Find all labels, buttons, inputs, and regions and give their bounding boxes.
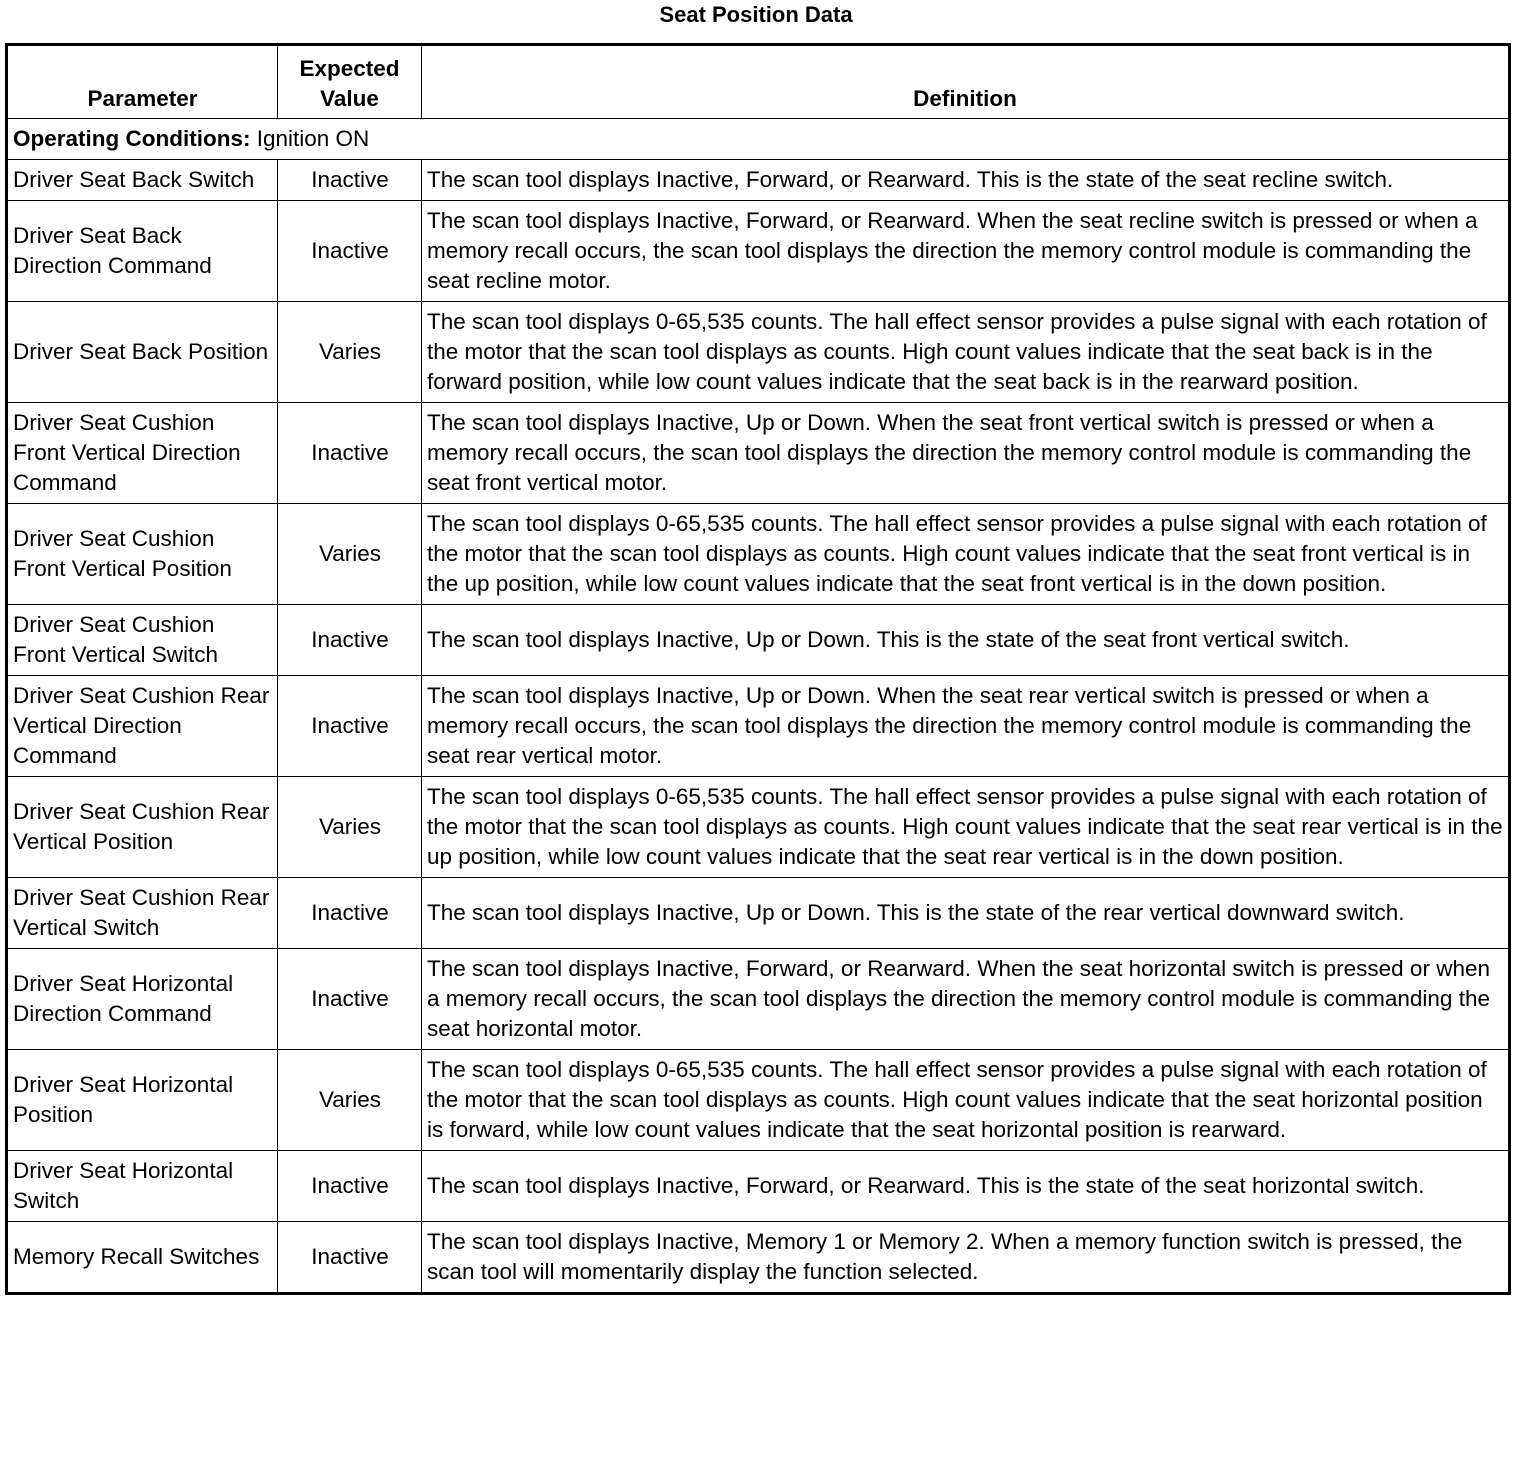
parameter-cell: Driver Seat Cushion Rear Vertical Direction Command [7,676,278,777]
expected-value-cell: Inactive [278,878,422,949]
page-title: Seat Position Data [659,2,853,27]
parameter-cell: Driver Seat Back Direction Command [7,201,278,302]
parameter-cell: Driver Seat Back Switch [7,160,278,201]
parameter-cell: Driver Seat Cushion Rear Vertical Position [7,777,278,878]
parameter-cell: Driver Seat Back Position [7,302,278,403]
table-row [7,949,1510,1050]
definition-cell: The scan tool displays Inactive, Forward, or Rearward. When the seat horizontal switch is pressed or when a memory recall occurs, the scan tool displays the direction the memory control module is commanding the seat horizontal motor. [422,949,1510,1050]
definition-cell: The scan tool displays Inactive, Up or Down. When the seat rear vertical switch is pressed or when a memory recall occurs, the scan tool displays the direction the memory control module is commanding the seat rear vertical motor. [422,676,1510,777]
table-row [7,1222,1510,1294]
definition-cell: The scan tool displays 0-65,535 counts. The hall effect sensor provides a pulse signal with each rotation of the motor that the scan tool displays as counts. High count values indicate that the seat rear vertical is in the up position, while low count values indicate that the seat rear vertical is in the down position. [422,777,1510,878]
table-row [7,878,1510,949]
parameter-cell: Driver Seat Cushion Front Vertical Switch [7,605,278,676]
expected-value-cell: Varies [278,1050,422,1151]
parameter-cell: Driver Seat Cushion Rear Vertical Switch [7,878,278,949]
header-expected-value: Expected Value [278,45,422,119]
definition-cell: The scan tool displays Inactive, Forward, or Rearward. This is the state of the seat horizontal switch. [422,1151,1510,1222]
definition-cell: The scan tool displays Inactive, Forward, or Rearward. When the seat recline switch is pressed or when a memory recall occurs, the scan tool displays the direction the memory control module is commanding the seat recline motor. [422,201,1510,302]
definition-cell: The scan tool displays Inactive, Forward, or Rearward. This is the state of the seat recline switch. [422,160,1510,201]
expected-value-cell: Varies [278,777,422,878]
table-row [7,302,1510,403]
definition-cell: The scan tool displays 0-65,535 counts. The hall effect sensor provides a pulse signal with each rotation of the motor that the scan tool displays as counts. High count values indicate that the seat front vertical is in the up position, while low count values indicate that the seat front vertical is in the down position. [422,504,1510,605]
seat-position-data-table [5,43,1511,1295]
expected-value-cell: Varies [278,302,422,403]
table-row [7,676,1510,777]
table-row [7,504,1510,605]
expected-value-cell: Inactive [278,201,422,302]
definition-cell: The scan tool displays Inactive, Up or Down. This is the state of the rear vertical downward switch. [422,878,1510,949]
operating-conditions-value: Ignition ON [256,126,370,151]
parameter-cell: Driver Seat Horizontal Switch [7,1151,278,1222]
header-definition: Definition [422,45,1510,119]
parameter-cell: Memory Recall Switches [7,1222,278,1294]
expected-value-cell: Inactive [278,605,422,676]
table-row [7,777,1510,878]
expected-value-cell: Inactive [278,160,422,201]
expected-value-cell: Inactive [278,1222,422,1294]
definition-cell: The scan tool displays 0-65,535 counts. The hall effect sensor provides a pulse signal with each rotation of the motor that the scan tool displays as counts. High count values indicate that the seat back is in the forward position, while low count values indicate that the seat back is in the rearward position. [422,302,1510,403]
parameter-cell: Driver Seat Horizontal Position [7,1050,278,1151]
operating-conditions-cell [7,119,1510,160]
definition-cell: The scan tool displays 0-65,535 counts. The hall effect sensor provides a pulse signal with each rotation of the motor that the scan tool displays as counts. High count values indicate that the seat horizontal position is forward, while low count values indicate that the seat horizontal position is rearward. [422,1050,1510,1151]
parameter-cell: Driver Seat Horizontal Direction Command [7,949,278,1050]
operating-conditions-label: Operating Conditions: [13,126,251,151]
table-header-row [7,45,1510,119]
header-parameter: Parameter [7,45,278,119]
parameter-cell: Driver Seat Cushion Front Vertical Position [7,504,278,605]
expected-value-cell: Inactive [278,676,422,777]
definition-cell: The scan tool displays Inactive, Up or Down. When the seat front vertical switch is pressed or when a memory recall occurs, the scan tool displays the direction the memory control module is commanding the seat front vertical motor. [422,403,1510,504]
expected-value-cell: Inactive [278,403,422,504]
table-row [7,605,1510,676]
parameter-cell: Driver Seat Cushion Front Vertical Direction Command [7,403,278,504]
definition-cell: The scan tool displays Inactive, Memory 1 or Memory 2. When a memory function switch is pressed, the scan tool will momentarily display the function selected. [422,1222,1510,1294]
definition-cell: The scan tool displays Inactive, Up or Down. This is the state of the seat front vertical switch. [422,605,1510,676]
expected-value-cell: Inactive [278,1151,422,1222]
expected-value-cell: Inactive [278,949,422,1050]
operating-conditions-row [7,119,1510,160]
expected-value-cell: Varies [278,504,422,605]
table-row [7,1050,1510,1151]
table-row [7,160,1510,201]
table-row [7,201,1510,302]
table-row [7,1151,1510,1222]
table-row [7,403,1510,504]
